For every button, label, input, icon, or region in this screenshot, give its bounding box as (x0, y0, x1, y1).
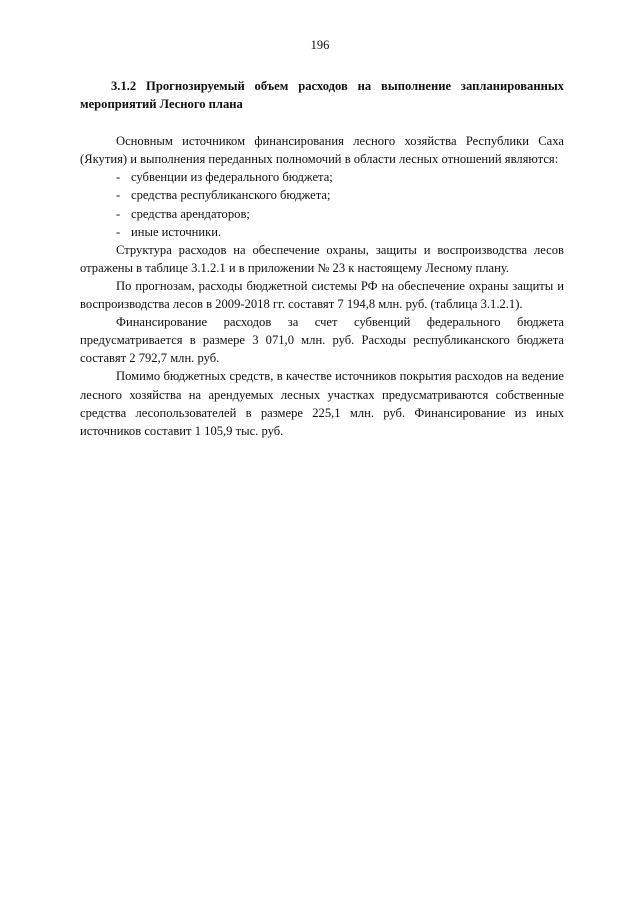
intro-paragraph: Основным источником финансирования лесного хозяйства Республики Саха (Якутия) и выполнения переданных полномочий в области лесных отношений являются: (80, 134, 564, 167)
list-item-text: средства арендаторов; (131, 206, 250, 221)
section-heading (80, 77, 564, 113)
list-dash: - (116, 206, 121, 221)
list-item (116, 223, 564, 241)
section-title: Прогнозируемый объем расходов на выполнение запланированных мероприятий Лесного плана (80, 79, 564, 112)
list-item (116, 186, 564, 204)
section-number: 3.1.2 (111, 79, 137, 93)
paragraph-financing: Финансирование расходов за счет субвенций федерального бюджета предусматривается в размере 3 071,0 млн. руб. Расходы республиканского бюджета составят 2 792,7 млн. руб. (80, 315, 564, 366)
list-dash: - (116, 170, 121, 185)
list-item (116, 205, 564, 223)
page-content (80, 77, 564, 440)
list-item-text: средства республиканского бюджета; (131, 188, 331, 203)
list-item-text: субвенции из федерального бюджета; (131, 170, 333, 185)
paragraph-structure: Структура расходов на обеспечение охраны, защиты и воспроизводства лесов отражены в таблице 3.1.2.1 и в приложении № 23 к настоящему Лесному плану. (80, 242, 564, 275)
funding-sources-list (80, 168, 564, 240)
list-item (116, 168, 564, 186)
page-number: 196 (310, 38, 330, 52)
paragraph-forecast: По прогнозам, расходы бюджетной системы РФ на обеспечение охраны защиты и воспроизводства лесов в 2009-2018 гг. составят 7 194,8 млн. руб. (таблица 3.1.2.1). (80, 278, 564, 312)
list-item-text: иные источники. (131, 224, 222, 239)
paragraph-other-sources: Помимо бюджетных средств, в качестве источников покрытия расходов на ведение лесного хозяйства на арендуемых лесных участках предусматриваются собственные средства лесопользователей в размере 225,1 млн. руб. Финансирование из иных источников составит 1 105,9 тыс. руб. (80, 369, 564, 438)
list-dash: - (116, 188, 121, 203)
list-dash: - (116, 224, 121, 239)
